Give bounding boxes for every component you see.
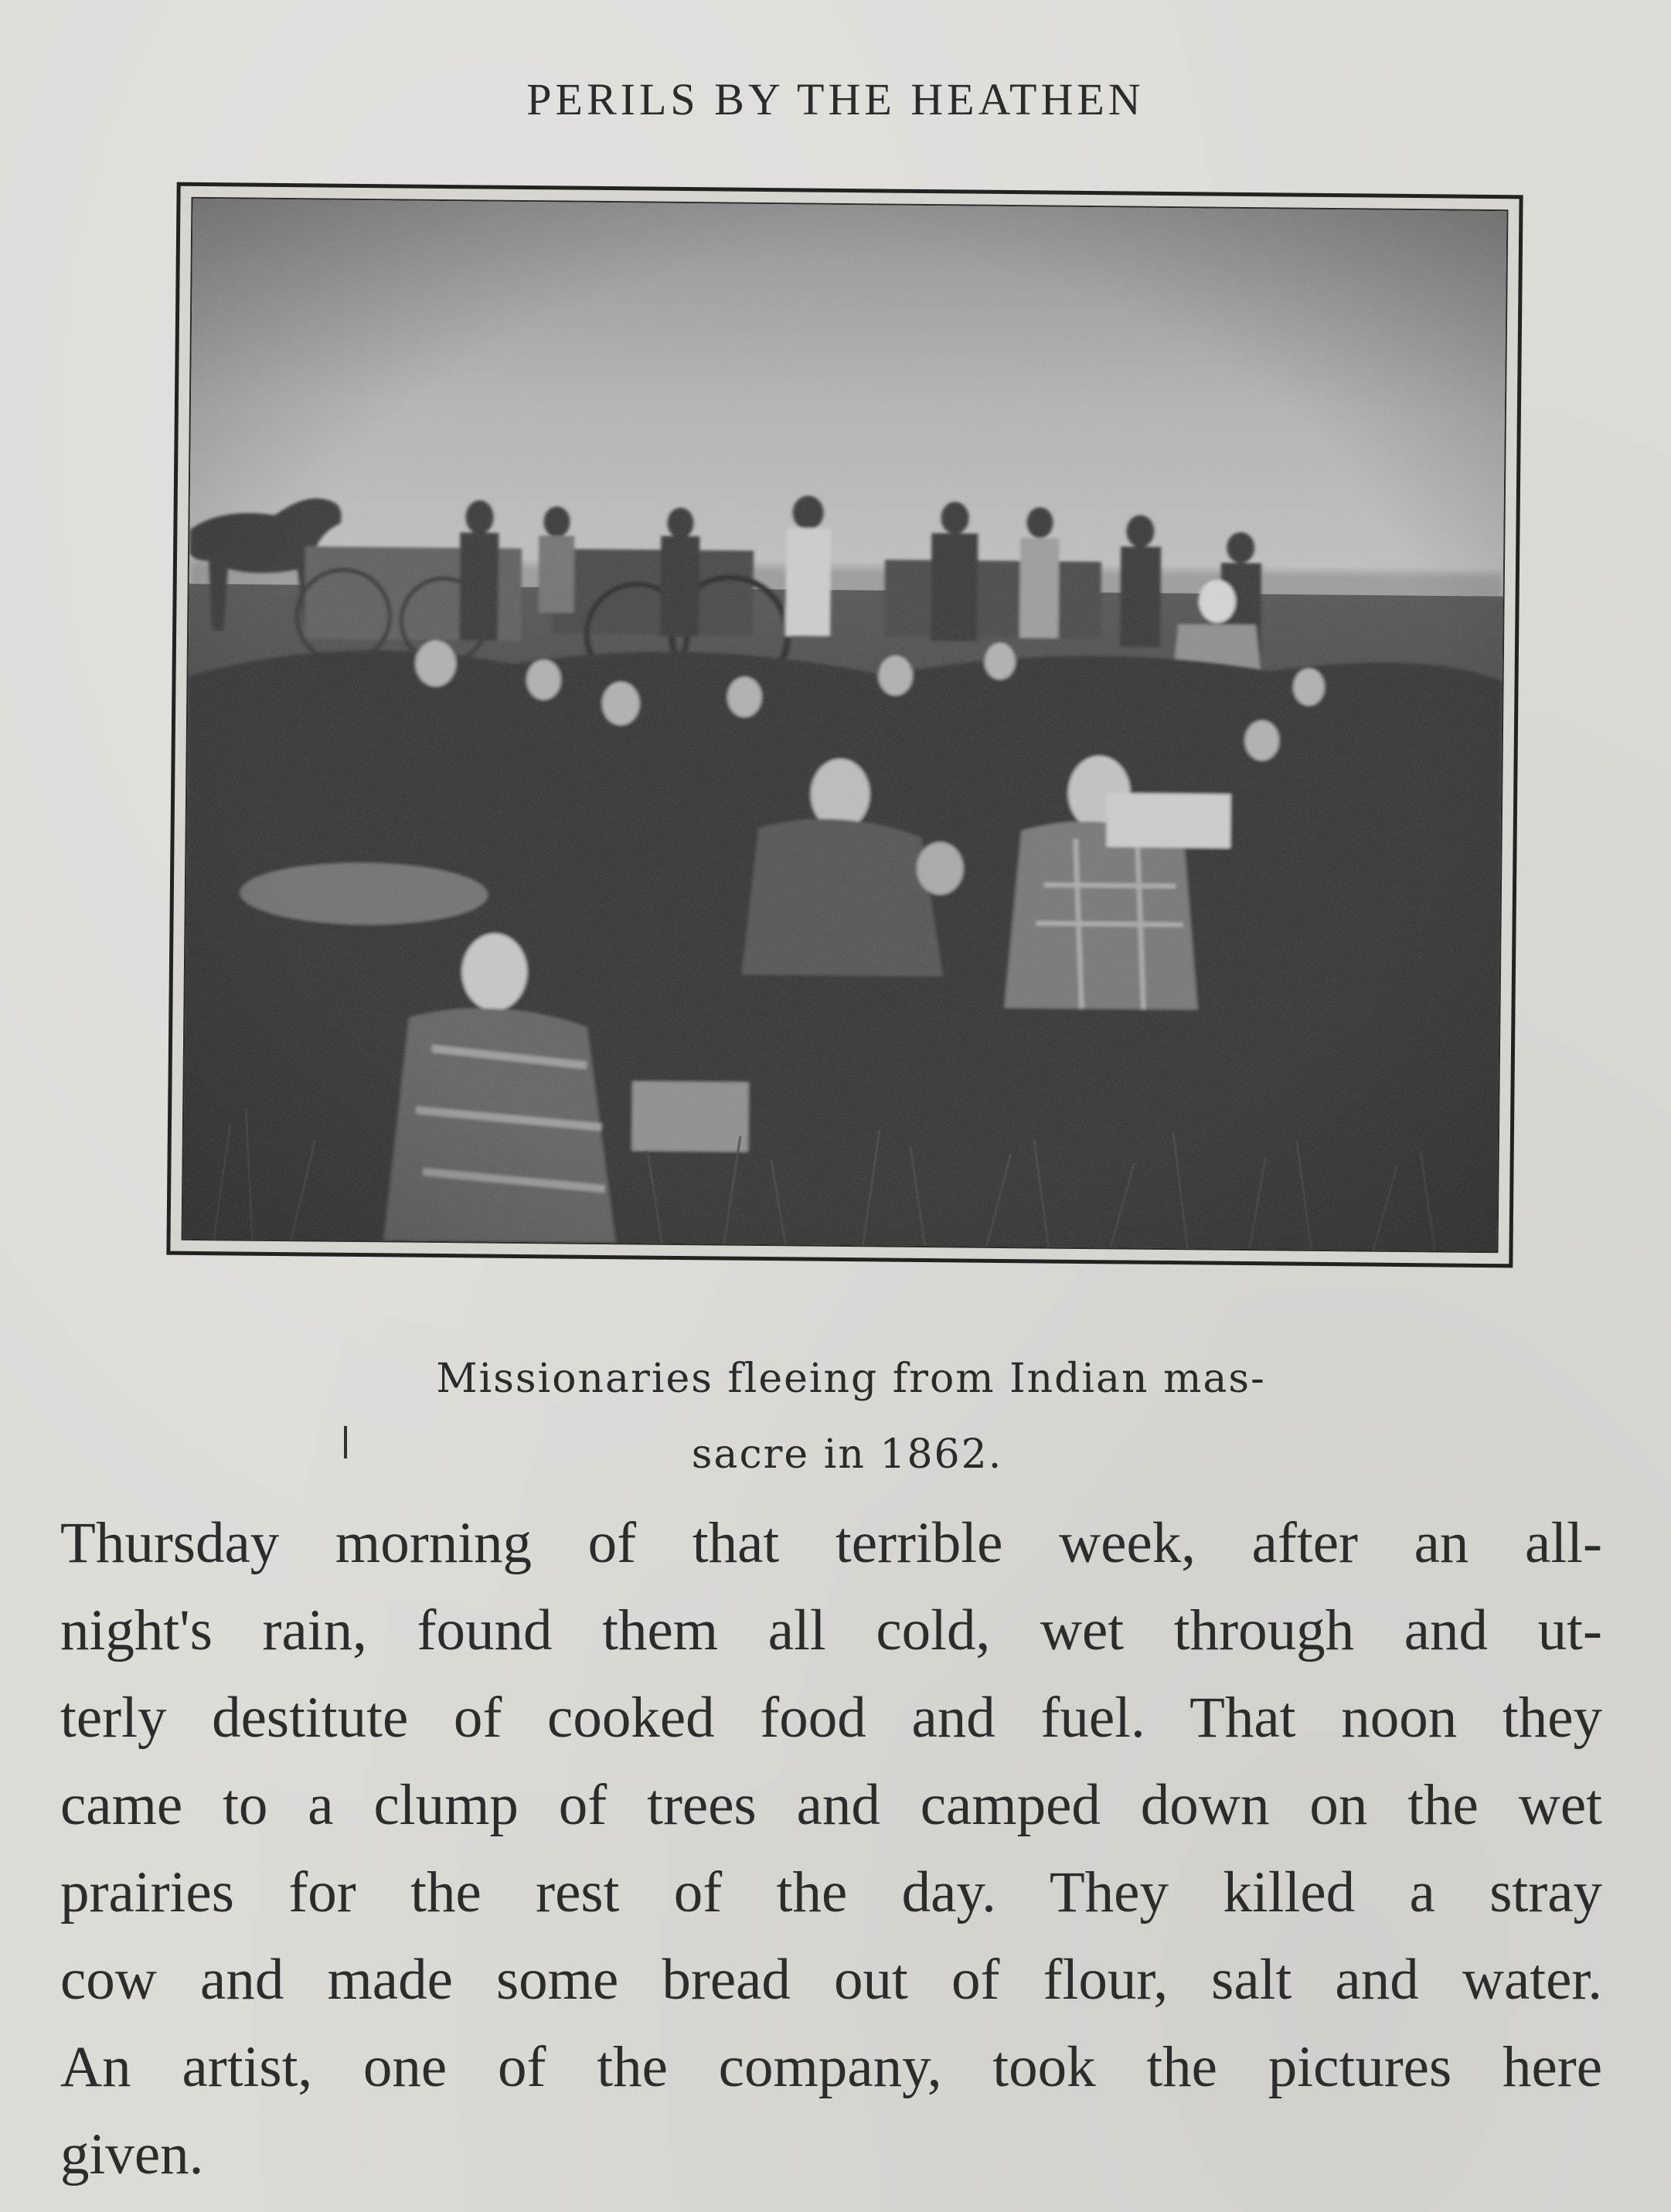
text-line: prairies for the rest of the day. They killed a stray bbox=[60, 1860, 1602, 1924]
caption-line: Missionaries fleeing from Indian mas- bbox=[436, 1356, 1266, 1402]
text-line: terly destitute of cooked food and fuel. That noon they bbox=[60, 1686, 1602, 1750]
text-line: An artist, one of the company, took the pictures here bbox=[60, 2035, 1602, 2099]
caption-line: sacre in 1862. bbox=[691, 1431, 1003, 1478]
text-line: cow and made some bread out of flour, salt and water. bbox=[60, 1948, 1602, 2012]
running-head: PERILS BY THE HEATHEN bbox=[526, 74, 1145, 124]
photo-plate-frame bbox=[166, 182, 1523, 1268]
text-line: given. bbox=[60, 2122, 204, 2186]
text-line: night's rain, found them all cold, wet through and ut- bbox=[60, 1598, 1602, 1662]
text-line: came to a clump of trees and camped down on the wet bbox=[60, 1773, 1602, 1837]
text-line: Thursday morning of that terrible week, after an all- bbox=[60, 1511, 1602, 1575]
photograph-missionaries bbox=[182, 197, 1509, 1253]
body-paragraph bbox=[60, 1499, 1602, 2198]
figure-caption bbox=[0, 1341, 1671, 1492]
printer-mark bbox=[344, 1426, 347, 1458]
